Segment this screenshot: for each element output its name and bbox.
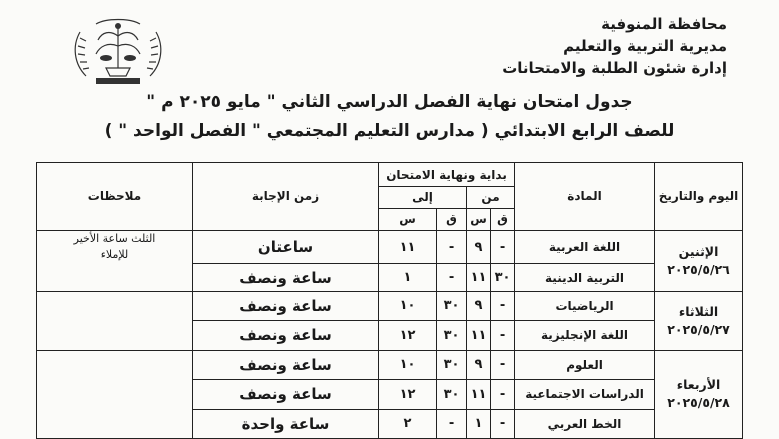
from-minutes-cell: -: [491, 409, 515, 438]
from-hours-cell: ١: [467, 409, 491, 438]
to-minutes-cell: ٣٠: [437, 291, 467, 320]
table-row: [37, 291, 743, 320]
table-row: [37, 230, 743, 264]
to-hours-cell: ١١: [379, 230, 437, 264]
exam-date: ٢٠٢٥/٥/٢٧: [667, 321, 730, 337]
schedule-title: جدول امتحان نهاية الفصل الدراسي الثاني " مايو ٢٠٢٥ م ": [146, 92, 633, 112]
duration-cell: ساعة ونصف: [193, 350, 379, 379]
to-minutes-cell: -: [437, 409, 467, 438]
from-hours-cell: ١١: [467, 321, 491, 350]
header-from-minutes: ق: [491, 208, 515, 230]
from-hours-cell: ١١: [467, 264, 491, 291]
header-to-hours: س: [379, 208, 437, 230]
exam-schedule-table: [36, 162, 743, 439]
to-hours-cell: ١٢: [379, 321, 437, 350]
table-row: [37, 350, 743, 379]
schedule-subtitle: للصف الرابع الابتدائي ( مدارس التعليم المجتمعي " الفصل الواحد " ): [104, 121, 675, 141]
header-exam-time: بداية ونهاية الامتحان: [379, 163, 515, 187]
from-hours-cell: ٩: [467, 230, 491, 264]
from-minutes-cell: ٣٠: [491, 264, 515, 291]
duration-cell: ساعة ونصف: [193, 321, 379, 350]
day-date-cell: [655, 291, 743, 350]
subject-cell: الرياضيات: [515, 291, 655, 320]
notes-cell: [37, 230, 193, 291]
to-hours-cell: ٢: [379, 409, 437, 438]
governorate-emblem-icon: [66, 16, 170, 88]
header-from-hours: س: [467, 208, 491, 230]
day-name: الثلاثاء: [678, 303, 719, 319]
directorate-name: مديرية التربية والتعليم: [563, 37, 727, 55]
duration-cell: ساعة ونصف: [193, 264, 379, 291]
subject-cell: الخط العربي: [515, 409, 655, 438]
department-name: إدارة شئون الطلبة والامتحانات: [502, 59, 727, 77]
header-duration: زمن الإجابة: [193, 163, 379, 231]
subject-cell: العلوم: [515, 350, 655, 379]
header-to: إلى: [379, 187, 467, 209]
header-notes: ملاحظات: [37, 163, 193, 231]
to-hours-cell: ١: [379, 264, 437, 291]
day-date-cell: [655, 350, 743, 438]
day-name: الأربعاء: [676, 377, 721, 393]
header-day-date: اليوم والتاريخ: [655, 163, 743, 231]
day-name: الإثنين: [678, 243, 719, 259]
exam-date: ٢٠٢٥/٥/٢٨: [667, 395, 730, 411]
subject-cell: اللغة الإنجليزية: [515, 321, 655, 350]
governorate-name: محافظة المنوفية: [601, 15, 727, 33]
duration-cell: ساعة واحدة: [193, 409, 379, 438]
to-minutes-cell: ٣٠: [437, 380, 467, 409]
to-minutes-cell: ٣٠: [437, 321, 467, 350]
dictation-note: الثلث ساعة الأخير للإملاء: [73, 231, 156, 261]
duration-cell: ساعة ونصف: [193, 380, 379, 409]
from-hours-cell: ١١: [467, 380, 491, 409]
duration-cell: ساعتان: [193, 230, 379, 264]
from-hours-cell: ٩: [467, 291, 491, 320]
to-hours-cell: ١٠: [379, 350, 437, 379]
duration-cell: ساعة ونصف: [193, 291, 379, 320]
to-minutes-cell: ٣٠: [437, 350, 467, 379]
from-minutes-cell: -: [491, 230, 515, 264]
header-subject: المادة: [515, 163, 655, 231]
subject-cell: التربية الدينية: [515, 264, 655, 291]
exam-date: ٢٠٢٥/٥/٢٦: [667, 261, 730, 277]
from-minutes-cell: -: [491, 350, 515, 379]
day-date-cell: [655, 230, 743, 291]
subject-cell: اللغة العربية: [515, 230, 655, 264]
subject-cell: الدراسات الاجتماعية: [515, 380, 655, 409]
to-minutes-cell: -: [437, 264, 467, 291]
from-hours-cell: ٩: [467, 350, 491, 379]
to-minutes-cell: -: [437, 230, 467, 264]
header-from: من: [467, 187, 515, 209]
notes-cell: [37, 291, 193, 350]
from-minutes-cell: -: [491, 380, 515, 409]
header-to-minutes: ق: [437, 208, 467, 230]
from-minutes-cell: -: [491, 291, 515, 320]
notes-cell: [37, 350, 193, 438]
to-hours-cell: ١٠: [379, 291, 437, 320]
organization-header: [502, 13, 727, 79]
from-minutes-cell: -: [491, 321, 515, 350]
to-hours-cell: ١٢: [379, 380, 437, 409]
